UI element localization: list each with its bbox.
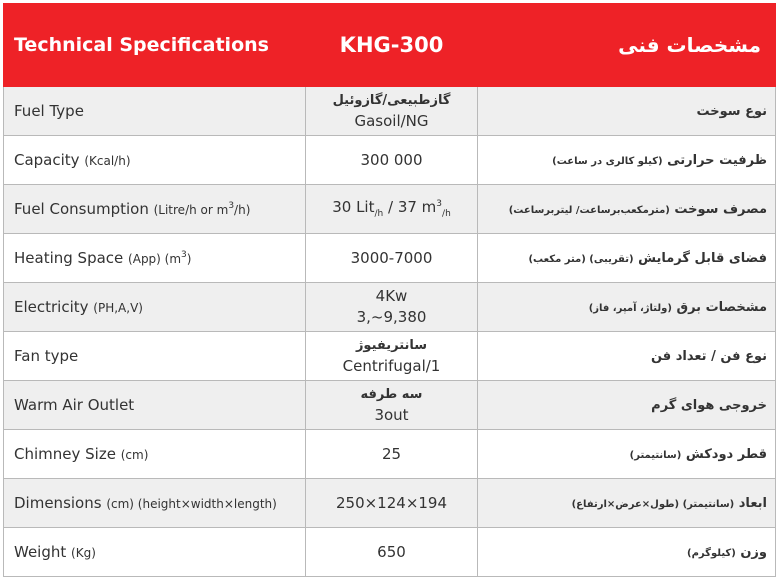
label-en-unit: (cm) bbox=[120, 448, 149, 462]
value-line2: Centrifugal/1 bbox=[342, 357, 441, 375]
value-cell bbox=[306, 430, 478, 479]
label-en-text: Fan type bbox=[14, 347, 79, 365]
label-en-unit: (Kcal/h) bbox=[84, 154, 131, 168]
label-fa-text: ابعاد bbox=[738, 495, 767, 511]
label-fa-text: فضای قابل گرمایش bbox=[638, 250, 767, 266]
label-fa-unit: (کیلوگرم) bbox=[687, 547, 736, 559]
value-line1: 650 bbox=[377, 542, 406, 561]
unit-part: ) bbox=[186, 252, 192, 266]
label-en-unit: (cm) (height×width×length) bbox=[106, 497, 277, 511]
value-line1: سانتریفیوژ bbox=[355, 338, 428, 353]
value-line1: گازطبیعی/گازوئیل bbox=[332, 93, 451, 108]
label-fa bbox=[478, 283, 776, 332]
unit-part: (App) (m bbox=[128, 252, 182, 266]
label-en-text: Fuel Consumption bbox=[14, 200, 149, 218]
label-fa bbox=[478, 185, 776, 234]
label-fa-text: ظرفیت حرارتی bbox=[667, 152, 767, 168]
value-line1: 250×124×194 bbox=[335, 493, 448, 512]
label-en-text: Capacity bbox=[14, 151, 80, 169]
spec-row-weight bbox=[4, 528, 776, 577]
label-fa bbox=[478, 528, 776, 577]
value-line2: Gasoil/NG bbox=[354, 112, 429, 130]
value-line1: 300 000 bbox=[360, 150, 423, 169]
value-line2: 3out bbox=[374, 406, 409, 424]
label-fa-text: نوع سوخت bbox=[696, 103, 767, 119]
value-line1: 4Kw bbox=[375, 287, 408, 305]
value-cell bbox=[306, 185, 478, 234]
unit-part: /h) bbox=[234, 203, 251, 217]
label-fa bbox=[478, 234, 776, 283]
spec-row-heating-space bbox=[4, 234, 776, 283]
label-en bbox=[4, 136, 306, 185]
label-en-text: Chimney Size bbox=[14, 445, 116, 463]
label-fa-text: مصرف سوخت bbox=[674, 201, 767, 217]
spec-row-warm-air-outlet bbox=[4, 381, 776, 430]
spec-row-chimney-size bbox=[4, 430, 776, 479]
label-fa-unit: (تقریبی) (متر مکعب) bbox=[528, 253, 634, 265]
label-fa-unit: (سانتیمتر) (طول×عرض×ارتفاع) bbox=[571, 498, 735, 510]
label-fa-text: قطر دودکش bbox=[685, 446, 767, 462]
label-fa-unit: (کیلو کالری در ساعت) bbox=[552, 155, 663, 167]
label-en bbox=[4, 430, 306, 479]
spec-row-fan-type bbox=[4, 332, 776, 381]
label-fa bbox=[478, 381, 776, 430]
header-model: KHG-300 bbox=[306, 4, 478, 87]
label-fa bbox=[478, 430, 776, 479]
spec-row-dimensions bbox=[4, 479, 776, 528]
label-en bbox=[4, 332, 306, 381]
value-cell bbox=[306, 87, 478, 136]
label-en-unit: (Kg) bbox=[71, 546, 96, 560]
spec-row-capacity bbox=[4, 136, 776, 185]
unit-sup: 3 bbox=[181, 250, 187, 260]
value-cell bbox=[306, 332, 478, 381]
value-cell bbox=[306, 136, 478, 185]
label-fa bbox=[478, 136, 776, 185]
label-en bbox=[4, 528, 306, 577]
label-en bbox=[4, 479, 306, 528]
value-line1: 25 bbox=[381, 444, 402, 463]
value-a-sub: /h bbox=[374, 208, 384, 219]
label-en-text: Weight bbox=[14, 543, 67, 561]
value-cell bbox=[306, 528, 478, 577]
value-line2: 3,~9,380 bbox=[356, 308, 427, 326]
label-en bbox=[4, 185, 306, 234]
value-cell bbox=[306, 381, 478, 430]
label-fa bbox=[478, 332, 776, 381]
label-en-text: Fuel Type bbox=[14, 102, 84, 120]
value-b-sub: /h bbox=[442, 208, 451, 219]
label-en bbox=[4, 381, 306, 430]
label-en-unit bbox=[128, 252, 191, 266]
label-fa bbox=[478, 87, 776, 136]
header-title-en: Technical Specifications bbox=[4, 4, 306, 87]
header-title-fa: مشخصات فنی bbox=[478, 4, 776, 87]
spec-row-fuel-type bbox=[4, 87, 776, 136]
label-en bbox=[4, 87, 306, 136]
label-en-unit: (PH,A,V) bbox=[93, 301, 143, 315]
label-fa-unit: (سانتیمتر) bbox=[629, 449, 682, 461]
label-fa-text: وزن bbox=[740, 544, 767, 560]
label-fa-unit: (ولتاژ، آمپر، فاز) bbox=[588, 302, 672, 314]
label-en-text: Heating Space bbox=[14, 249, 124, 267]
label-fa-text: نوع فن / تعداد فن bbox=[650, 348, 767, 364]
label-fa-unit: (مترمکعب‌برساعت/ لیتربرساعت) bbox=[508, 204, 670, 216]
label-en bbox=[4, 283, 306, 332]
label-en-text: Warm Air Outlet bbox=[14, 396, 135, 414]
label-en-text: Electricity bbox=[14, 298, 89, 316]
value-a: 30 Lit bbox=[332, 197, 375, 216]
value-b: / 37 m bbox=[383, 197, 437, 216]
unit-part: (Litre/h or m bbox=[153, 203, 229, 217]
label-fa-text: مشخصات برق bbox=[676, 299, 767, 315]
label-fa-text: خروجی هوای گرم bbox=[651, 397, 767, 413]
spec-row-fuel-consumption bbox=[4, 185, 776, 234]
value-line1: سه طرفه bbox=[360, 387, 423, 402]
header-row bbox=[4, 4, 776, 87]
spec-table bbox=[3, 3, 776, 577]
unit-sup: 3 bbox=[228, 201, 235, 211]
value-cell bbox=[306, 283, 478, 332]
label-fa bbox=[478, 479, 776, 528]
value-b-sup: 3 bbox=[436, 198, 443, 209]
label-en-unit bbox=[154, 203, 251, 217]
spec-row-electricity bbox=[4, 283, 776, 332]
value-cell bbox=[306, 479, 478, 528]
label-en bbox=[4, 234, 306, 283]
value-line1: 3000-7000 bbox=[350, 248, 433, 267]
label-en-text: Dimensions bbox=[14, 494, 102, 512]
value-cell bbox=[306, 234, 478, 283]
